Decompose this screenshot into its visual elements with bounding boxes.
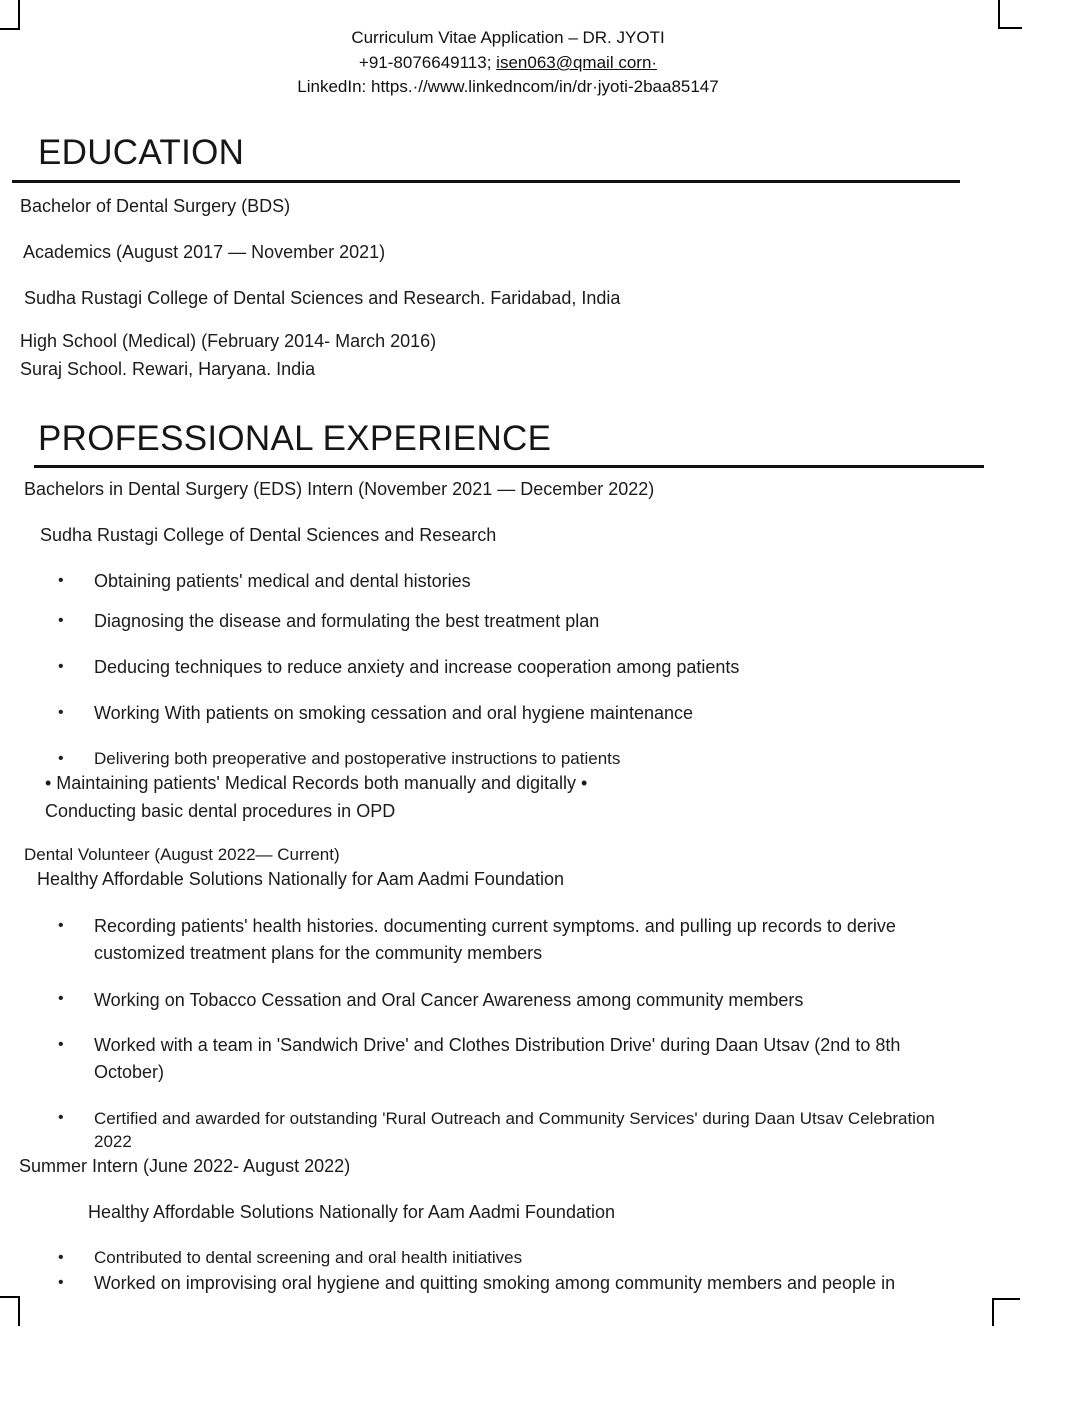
corner-mark-bottom-right [992,1298,1020,1300]
email-link[interactable]: isen063@qmail corn· [496,53,658,72]
list-item: Deducing techniques to reduce anxiety and increase cooperation among patients [94,657,740,677]
corner-mark-top-right [998,0,1000,29]
job-org: Sudha Rustagi College of Dental Sciences and Research [40,525,497,545]
list-item: Certified and awarded for outstanding 'Rural Outreach and Community Services' during Daan Utsav Celebration [94,1109,935,1128]
school-name: Suraj School. Rewari, Haryana. India [20,359,316,379]
job-title-summer-intern: Summer Intern (June 2022- August 2022) [19,1156,351,1176]
experience-divider [34,465,984,468]
academics-dates: Academics (August 2017 — November 2021) [23,242,386,262]
bullet-dot: • [58,612,64,629]
corner-mark-bottom-left [18,1296,20,1326]
list-item-continued: customized treatment plans for the community members [94,943,543,963]
list-item: Contributed to dental screening and oral health initiatives [94,1248,523,1267]
bullet-dot: • [58,1249,64,1266]
list-item-continued: October) [94,1062,165,1082]
corner-mark-bottom-right [992,1298,994,1326]
linkedin-link[interactable]: LinkedIn: https.·//www.linkedncom/in/dr·jyoti-2baa85147 [297,77,719,96]
bullet-dot: • [58,704,64,721]
education-divider [12,180,960,183]
degree: Bachelor of Dental Surgery (BDS) [20,196,291,216]
bullet-dot: • [58,917,64,934]
high-school: High School (Medical) (February 2014- March 2016) [20,331,437,351]
list-item-records: • Maintaining patients' Medical Records both manually and digitally • [45,773,588,793]
phone-number: +91-8076649113; [358,53,492,72]
bullet-dot: • [58,1274,64,1291]
contact-line [0,53,1016,73]
education-heading: EDUCATION [38,133,245,172]
list-item: Working on Tobacco Cessation and Oral Cancer Awareness among community members [94,990,804,1010]
bullet-dot: • [58,1036,64,1053]
corner-mark-bottom-left [0,1296,20,1298]
list-item: Obtaining patients' medical and dental histories [94,571,471,591]
bullet-dot: • [58,750,64,767]
job-org: Healthy Affordable Solutions Nationally for Aam Aadmi Foundation [37,869,564,889]
job-title-volunteer: Dental Volunteer (August 2022— Current) [24,845,340,864]
list-item: Worked on improvising oral hygiene and quitting smoking among community members and people in [94,1273,896,1293]
list-item: Diagnosing the disease and formulating the best treatment plan [94,611,600,631]
experience-heading: PROFESSIONAL EXPERIENCE [38,419,552,458]
job-org: Healthy Affordable Solutions Nationally for Aam Aadmi Foundation [88,1202,615,1222]
list-item-continued: 2022 [94,1132,132,1151]
bullet-dot: • [58,990,64,1007]
list-item-opd: Conducting basic dental procedures in OPD [45,801,396,821]
corner-mark-top-left [18,0,20,30]
list-item: Delivering both preoperative and postoperative instructions to patients [94,749,621,768]
list-item: Working With patients on smoking cessation and oral hygiene maintenance [94,703,694,723]
list-item: Worked with a team in 'Sandwich Drive' and Clothes Distribution Drive' during Daan Utsav (2nd to 8th [94,1035,901,1055]
cv-title: Curriculum Vitae Application – DR. JYOTI [351,28,665,47]
bullet-dot: • [58,572,64,589]
bullet-dot: • [58,658,64,675]
list-item: Recording patients' health histories. documenting current symptoms. and pulling up records to derive [94,916,896,936]
job-title-intern: Bachelors in Dental Surgery (EDS) Intern (November 2021 — December 2022) [24,479,655,499]
bullet-dot: • [58,1109,64,1126]
college-name: Sudha Rustagi College of Dental Sciences and Research. Faridabad, India [24,288,621,308]
